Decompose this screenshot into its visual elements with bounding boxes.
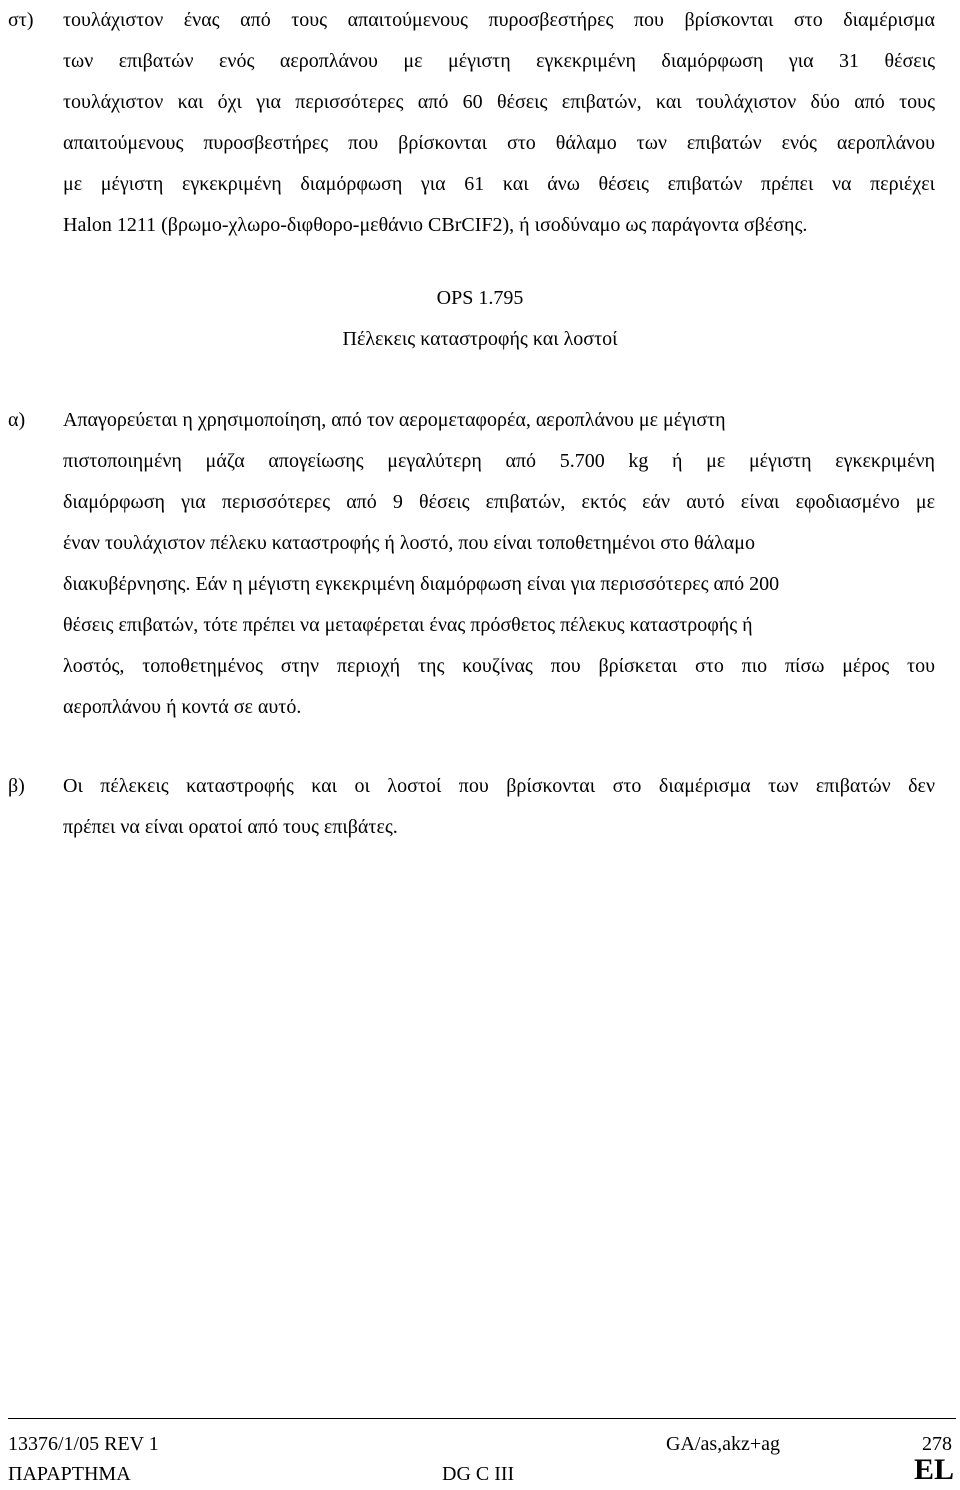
- paragraph-line: Οι πέλεκεις καταστροφής και οι λοστοί που βρίσκονται στο διαμέρισμα των επιβατών δεν: [63, 775, 935, 797]
- section-code: OPS 1.795: [436, 287, 524, 309]
- footer-doc-ref: 13376/1/05 REV 1: [8, 1433, 159, 1455]
- paragraph-line: διακυβέρνησης. Εάν η μέγιστη εγκεκριμένη διαμόρφωση είναι για περισσότερες από 200: [63, 573, 780, 595]
- footer-page-number: 278: [922, 1433, 952, 1455]
- item-marker: β): [8, 775, 25, 797]
- paragraph-line: έναν τουλάχιστον πέλεκυ καταστροφής ή λοστό, που είναι τοποθετημένοι στο θάλαμο: [63, 532, 755, 554]
- paragraph-line: αεροπλάνου ή κοντά σε αυτό.: [63, 696, 302, 718]
- paragraph-line: διαμόρφωση για περισσότερες από 9 θέσεις επιβατών, εκτός εάν αυτό είναι εφοδιασμένο με: [63, 491, 935, 513]
- paragraph-line: απαιτούμενους πυροσβεστήρες που βρίσκονται στο θάλαμο των επιβατών ενός αεροπλάνου: [63, 132, 935, 154]
- paragraph-line: τουλάχιστον και όχι για περισσότερες από 60 θέσεις επιβατών, και τουλάχιστον δύο από τους: [63, 91, 935, 113]
- section-title: Πέλεκεις καταστροφής και λοστοί: [342, 328, 618, 350]
- paragraph-line: με μέγιστη εγκεκριμένη διαμόρφωση για 61 και άνω θέσεις επιβατών πρέπει να περιέχει: [63, 173, 935, 195]
- paragraph-line: θέσεις επιβατών, τότε πρέπει να μεταφέρεται ένας πρόσθετος πέλεκυς καταστροφής ή: [63, 614, 753, 636]
- paragraph-line: τουλάχιστον ένας από τους απαιτούμενους πυροσβεστήρες που βρίσκονται στο διαμέρισμα: [63, 9, 935, 31]
- footer-initials: GA/as,akz+ag: [666, 1433, 781, 1455]
- footer-annex: ΠΑΡΑΡΤΗΜΑ: [8, 1463, 131, 1485]
- paragraph-line: Halon 1211 (βρωμο-χλωρο-διφθορο-μεθάνιο CBrCIF2), ή ισοδύναμο ως παράγοντα σβέσης.: [63, 214, 808, 236]
- paragraph-line: των επιβατών ενός αεροπλάνου με μέγιστη εγκεκριμένη διαμόρφωση για 31 θέσεις: [63, 50, 935, 72]
- paragraph-line: πιστοποιημένη μάζα απογείωσης μεγαλύτερη από 5.700 kg ή με μέγιστη εγκεκριμένη: [63, 450, 935, 472]
- paragraph-line: Απαγορεύεται η χρησιμοποίηση, από τον αερομεταφορέα, αεροπλάνου με μέγιστη: [63, 409, 726, 431]
- paragraph-line: λοστός, τοποθετημένος στην περιοχή της κουζίνας που βρίσκεται στο πιο πίσω μέρος του: [63, 655, 935, 677]
- footer-language-code: EL: [913, 1453, 954, 1486]
- paragraph-line: πρέπει να είναι ορατοί από τους επιβάτες.: [63, 816, 398, 838]
- item-marker: στ): [8, 9, 34, 31]
- footer-divider: [8, 1418, 956, 1419]
- footer-dg: DG C III: [442, 1463, 515, 1485]
- item-marker: α): [8, 409, 26, 431]
